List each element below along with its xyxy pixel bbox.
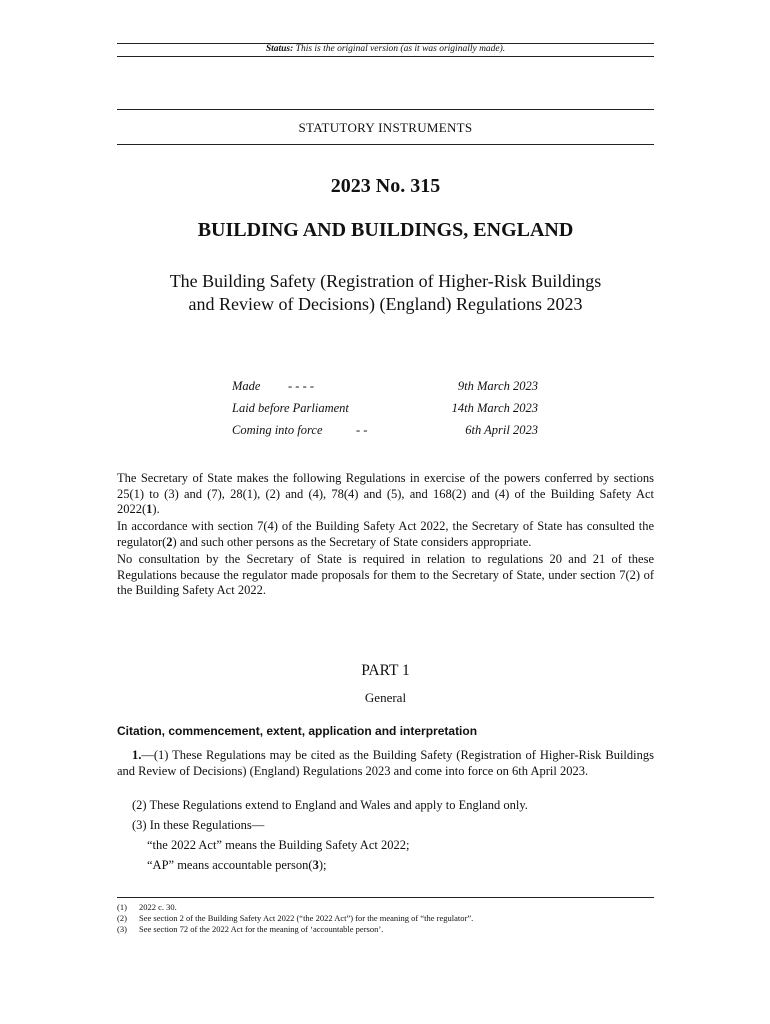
footnote-2 — [117, 913, 654, 924]
part-label: PART 1 — [361, 662, 410, 679]
footnote-text: See section 72 of the 2022 Act for the meaning of ‘accountable person’. — [139, 924, 384, 934]
date-row-force — [232, 423, 538, 445]
series-title: STATUTORY INSTRUMENTS — [298, 120, 473, 135]
date-row-laid — [232, 401, 538, 423]
footnote-1 — [117, 902, 654, 913]
part-name: General — [364, 690, 407, 705]
footnote-ref-3[interactable]: 3 — [312, 858, 319, 872]
preamble-text-end: ). — [152, 502, 160, 516]
definition-ap — [117, 858, 654, 874]
definition-text: “AP” means accountable person( — [147, 858, 313, 872]
date-leader: - - - - — [288, 379, 315, 393]
footnote-rule — [117, 897, 654, 898]
footnote-ref-1[interactable]: 1 — [146, 502, 153, 516]
title-line-2: and Review of Decisions) (England) Regulations 2023 — [188, 294, 583, 314]
regulation-text: —(1) These Regulations may be cited as the Building Safety (Registration of Higher-Risk Buildings and Review of Decisions) (England) Regulations 2023 and come into force on 6th April 2023. — [117, 748, 654, 778]
preamble-paragraph-3: No consultation by the Secretary of State is required in relation to regulations 20 and 21 of these Regulations because the regulator made proposals for them to the Secretary of State, under section 7(2) of the Building Safety Act 2022. — [117, 552, 654, 597]
footnote-mark: (1) — [117, 902, 127, 912]
date-leader: - - — [356, 423, 368, 437]
date-label: Made — [232, 379, 261, 393]
regulation-number: 1. — [132, 748, 142, 762]
regulation-1-paragraph-2: (2) These Regulations extend to England and Wales and apply to England only. — [132, 798, 528, 812]
footnote-text: 2022 c. 30. — [139, 902, 177, 912]
status-banner — [117, 44, 654, 54]
regulation-1-paragraph-1 — [117, 748, 654, 779]
preamble-text-end: ) and such other persons as the Secretary of State considers appropriate. — [172, 534, 532, 549]
footnote-text: See section 2 of the Building Safety Act 2022 (“the 2022 Act”) for the meaning of “the regulator”. — [139, 913, 474, 923]
date-value: 9th March 2023 — [457, 379, 538, 393]
status-label: Status: — [265, 44, 294, 54]
series-bottom-rule — [117, 144, 654, 145]
regulation-1-paragraph-3: (3) In these Regulations— — [132, 818, 265, 832]
footnote-3 — [117, 924, 654, 935]
preamble-paragraph-1 — [117, 471, 654, 518]
preamble-text: In accordance with section 7(4) of the Building Safety Act 2022, the Secretary of State has consulted the regulator( — [117, 519, 654, 549]
preamble-text: The Secretary of State makes the following Regulations in exercise of the powers conferred by sections 25(1) to (3) and (7), 28(1), (2) and (4), 78(4) and (5), and 168(2) and (4) of the Building Safety Act 2022( — [117, 471, 654, 516]
section-heading: Citation, commencement, extent, application and interpretation — [117, 724, 478, 738]
definition-text-end: ); — [318, 858, 327, 872]
footnote-mark: (2) — [117, 913, 127, 923]
title-line-1: The Building Safety (Registration of Higher-Risk Buildings — [169, 271, 602, 291]
dates-block — [232, 379, 538, 445]
date-value: 6th April 2023 — [465, 423, 538, 437]
date-label: Laid before Parliament — [232, 401, 349, 415]
regulations-title — [117, 270, 654, 316]
status-bottom-rule — [117, 56, 654, 57]
date-value: 14th March 2023 — [451, 401, 538, 415]
subject-heading: BUILDING AND BUILDINGS, ENGLAND — [197, 219, 574, 241]
date-label: Coming into force — [232, 423, 323, 437]
footnote-mark: (3) — [117, 924, 127, 934]
footnote-ref-2[interactable]: 2 — [166, 534, 173, 549]
series-top-rule — [117, 109, 654, 110]
definition-2022-act: “the 2022 Act” means the Building Safety Act 2022; — [147, 838, 410, 852]
instrument-number: 2023 No. 315 — [330, 175, 441, 197]
status-text: This is the original version (as it was originally made). — [295, 44, 506, 54]
date-row-made — [232, 379, 538, 401]
preamble-paragraph-2 — [117, 519, 654, 550]
